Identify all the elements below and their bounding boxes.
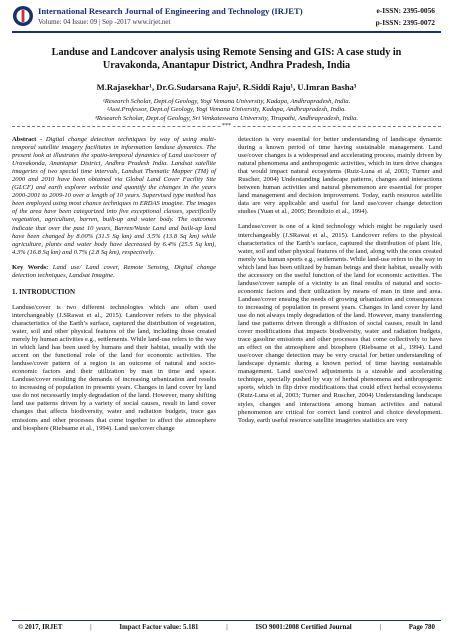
affiliation-1: ¹Research Scholar, Dept.of Geology, Yogi Vemana University, Kadapa, Andhrapradesh, India. (102, 98, 351, 105)
footer-copyright: © 2017, IRJET (18, 624, 63, 631)
pissn: p-ISSN: 2395-0072 (375, 18, 435, 27)
section-heading-introduction: 1. INTRODUCTION (12, 287, 76, 296)
paper-title: Landuse and Landcover analysis using Remote Sensing and GIS: A case study in Uravakonda, Anantapur District, Andhra Pradesh, India (51, 47, 402, 71)
affiliations (20, 98, 433, 123)
right-column (238, 136, 442, 432)
footer-divider: | (226, 624, 228, 631)
right-paragraph-2: Landuse/cover is one of a kind technology which might be regularly used interchangeably (J.SRawat et al., 2015). Landcover refers to the physical characteristics of the Earth’s surface, captured the distribution of plant life, water, soil and other physical features of the land, along with the ones created merely via human sports e.g., settlements. While land-use refers to the way in which land has been utilized by human beings and their habitat, usually with the accessory on the useful function of the land for economic activities. The landuse/cover sample of a vicinity is an final results of natural and socio-economic factors and their utilization by means of man in time and area. Landuse/cover ensuing the needs of growing urbanization and consequences to increasing of population in present years. Changes in land cover by land use do not always imply degradation of the land. However, many transferring land use patterns driven through a diffusion of social causes, result in land cover modifications that impacts biodiversity, water and radiation budgets, trace gasoline emissions and other processes that come collectively to have an effect on the atmosphere and biosphere (Riebsame et al., 1994). Land use/cover change detection may be very crucial for better understanding of landscape dynamic during a known period of time having sustainable management. Land use/cowl adjustments is a sizeable and accelerating technique, specially pushed by way of herbal phenomena and anthropogenic sports, which in flip drive modifications that could effect herbal ecosystems (Ruiz-Luna et al, 2003; Turner and Ruscher, 2004) Understanding landscape styles, changes and interactions among human activities and natural phenomenon are critical for correct land control and choice development. Today, earth useful resource satellite imageries statistics are very (238, 223, 442, 424)
irjet-logo-icon (12, 5, 34, 27)
footer-rule (12, 620, 441, 621)
abstract-label: Abstract - (12, 136, 43, 143)
journal-issue-line: Volume: 04 Issue: 09 | Sep -2017 www.irjet.net (38, 18, 171, 26)
page-footer (18, 624, 435, 631)
affiliation-2: ²Asst.Professor, Dept.of Geology, Yogi Vemana University, Kadapa, Andhrapradesh, India. (106, 106, 347, 114)
keywords-text: Land use/ Land cover, Remote Sensing, Digital change detection techniques, Landsat Imagine. (12, 263, 216, 279)
keywords (12, 264, 216, 280)
journal-title: International Research Journal of Engineering and Technology (IRJET) (38, 6, 303, 16)
affiliation-3: ³Research Scholar, Dept.of Geology, Sri Venkateswara University, Tirupathi, Andhrapradesh, India. (94, 114, 359, 122)
keywords-label: Key Words: (12, 263, 49, 271)
eissn: e-ISSN: 2395-0056 (376, 6, 435, 15)
right-paragraph-1: detection is very essential for better understanding of landscape dynamic during a known period of time having sustainable management. Land use/cover changes is a widespread and accelerating process, mainly driven by natural phenomena and anthropogenic activities, which in turn drive changes that would impact natural ecosystems (Ruiz-Luna et al, 2003; Turner and Ruscher, 2004) Understanding landscape patterns, changes and interactions between human activities and natural phenomenon are essential for proper land management and decision improvement. Today, earth resource satellite data are very applicable and useful for land use/cover change detection studies (Yuan et al., 2005; Brondizio et al., 1994). (238, 136, 442, 216)
paper-authors: M.Rajasekhar¹, Dr.G.Sudarsana Raju², R.Siddi Raju¹, U.Imran Basha³ (96, 82, 357, 92)
footer-page-number: Page 780 (408, 624, 435, 631)
abstract (12, 136, 216, 257)
journal-header (0, 0, 453, 34)
footer-impact-factor: Impact Factor value: 5.181 (119, 624, 199, 631)
footer-divider: | (90, 624, 92, 631)
footer-divider: | (379, 624, 381, 631)
left-column (12, 136, 216, 440)
introduction-paragraph: Landuse/cover is two different technologies which are often used interchangeably (J.SRawat et al., 2015). Landcover refers to the physical characteristics of the Earth’s surface, captured the distribution of vegetation, water, soil and other physical features of the land, including those created merely by human activities e.g., settlements. While land-use refers to the way in which land has been used by humans and their habitat, usually with the accent on the functional role of the land for economic activities. The landuse/cover pattern of a region is an outcome of natural and socio-economic factors and their utilization by man in time and space. Landuse/cover resulting the demands of increasing urbanization and results to increasing of population in presents years. Changes in land cover by land use do not necessarily imply degradation of the land. However, many shifting land use patterns driven by a variety of social causes, result in land cover changes that affects biodiversity, water and radiation budgets, trace gas emissions and other processes that come together to affect the atmosphere and biosphere (Riebsame et al., 1994). Land use/cover change (12, 303, 216, 432)
header-rule (12, 31, 441, 33)
separator-stars: *** (222, 123, 231, 129)
footer-iso: ISO 9001:2008 Certified Journal (255, 624, 352, 631)
abstract-text: Digital change detection techniques by way of using multi-temporal satellite imagery facilitates in information landuse dynamics. The present look at illustrates the spatio-temporal dynamics of Land use/cover of Uravakonda, Anantapur District, Andhra Pradesh India. Landsat satellite imageries of two special time intervals, Landsat Thematic Mapper (TM) of 2000 and 2010 have been obtained via Global Land Cover Facility Site (GLCF) and earth explorer website and quantify the changes in the years 2000-2001 to 2009-10 over a length of 10 years. Supervised type method has been employed using most chance techniques in ERDAS imagine. The images of the area have been categorized into five exceptional classes, specifically vegetation, agriculture, barren, built-up and water body. The outcomes indicate that over the past 10 years, Barren/Waste Land and built-up land have been changed by 8.00% (31.5 Sq km) and 3.5% (13.8 Sq km) while agriculture, plants and water body have decreased by 6.4% (25.5 Sq km), 4.3% (16.8 Sq km) and 0.7% (2.8 Sq km), respectively. (12, 136, 216, 256)
